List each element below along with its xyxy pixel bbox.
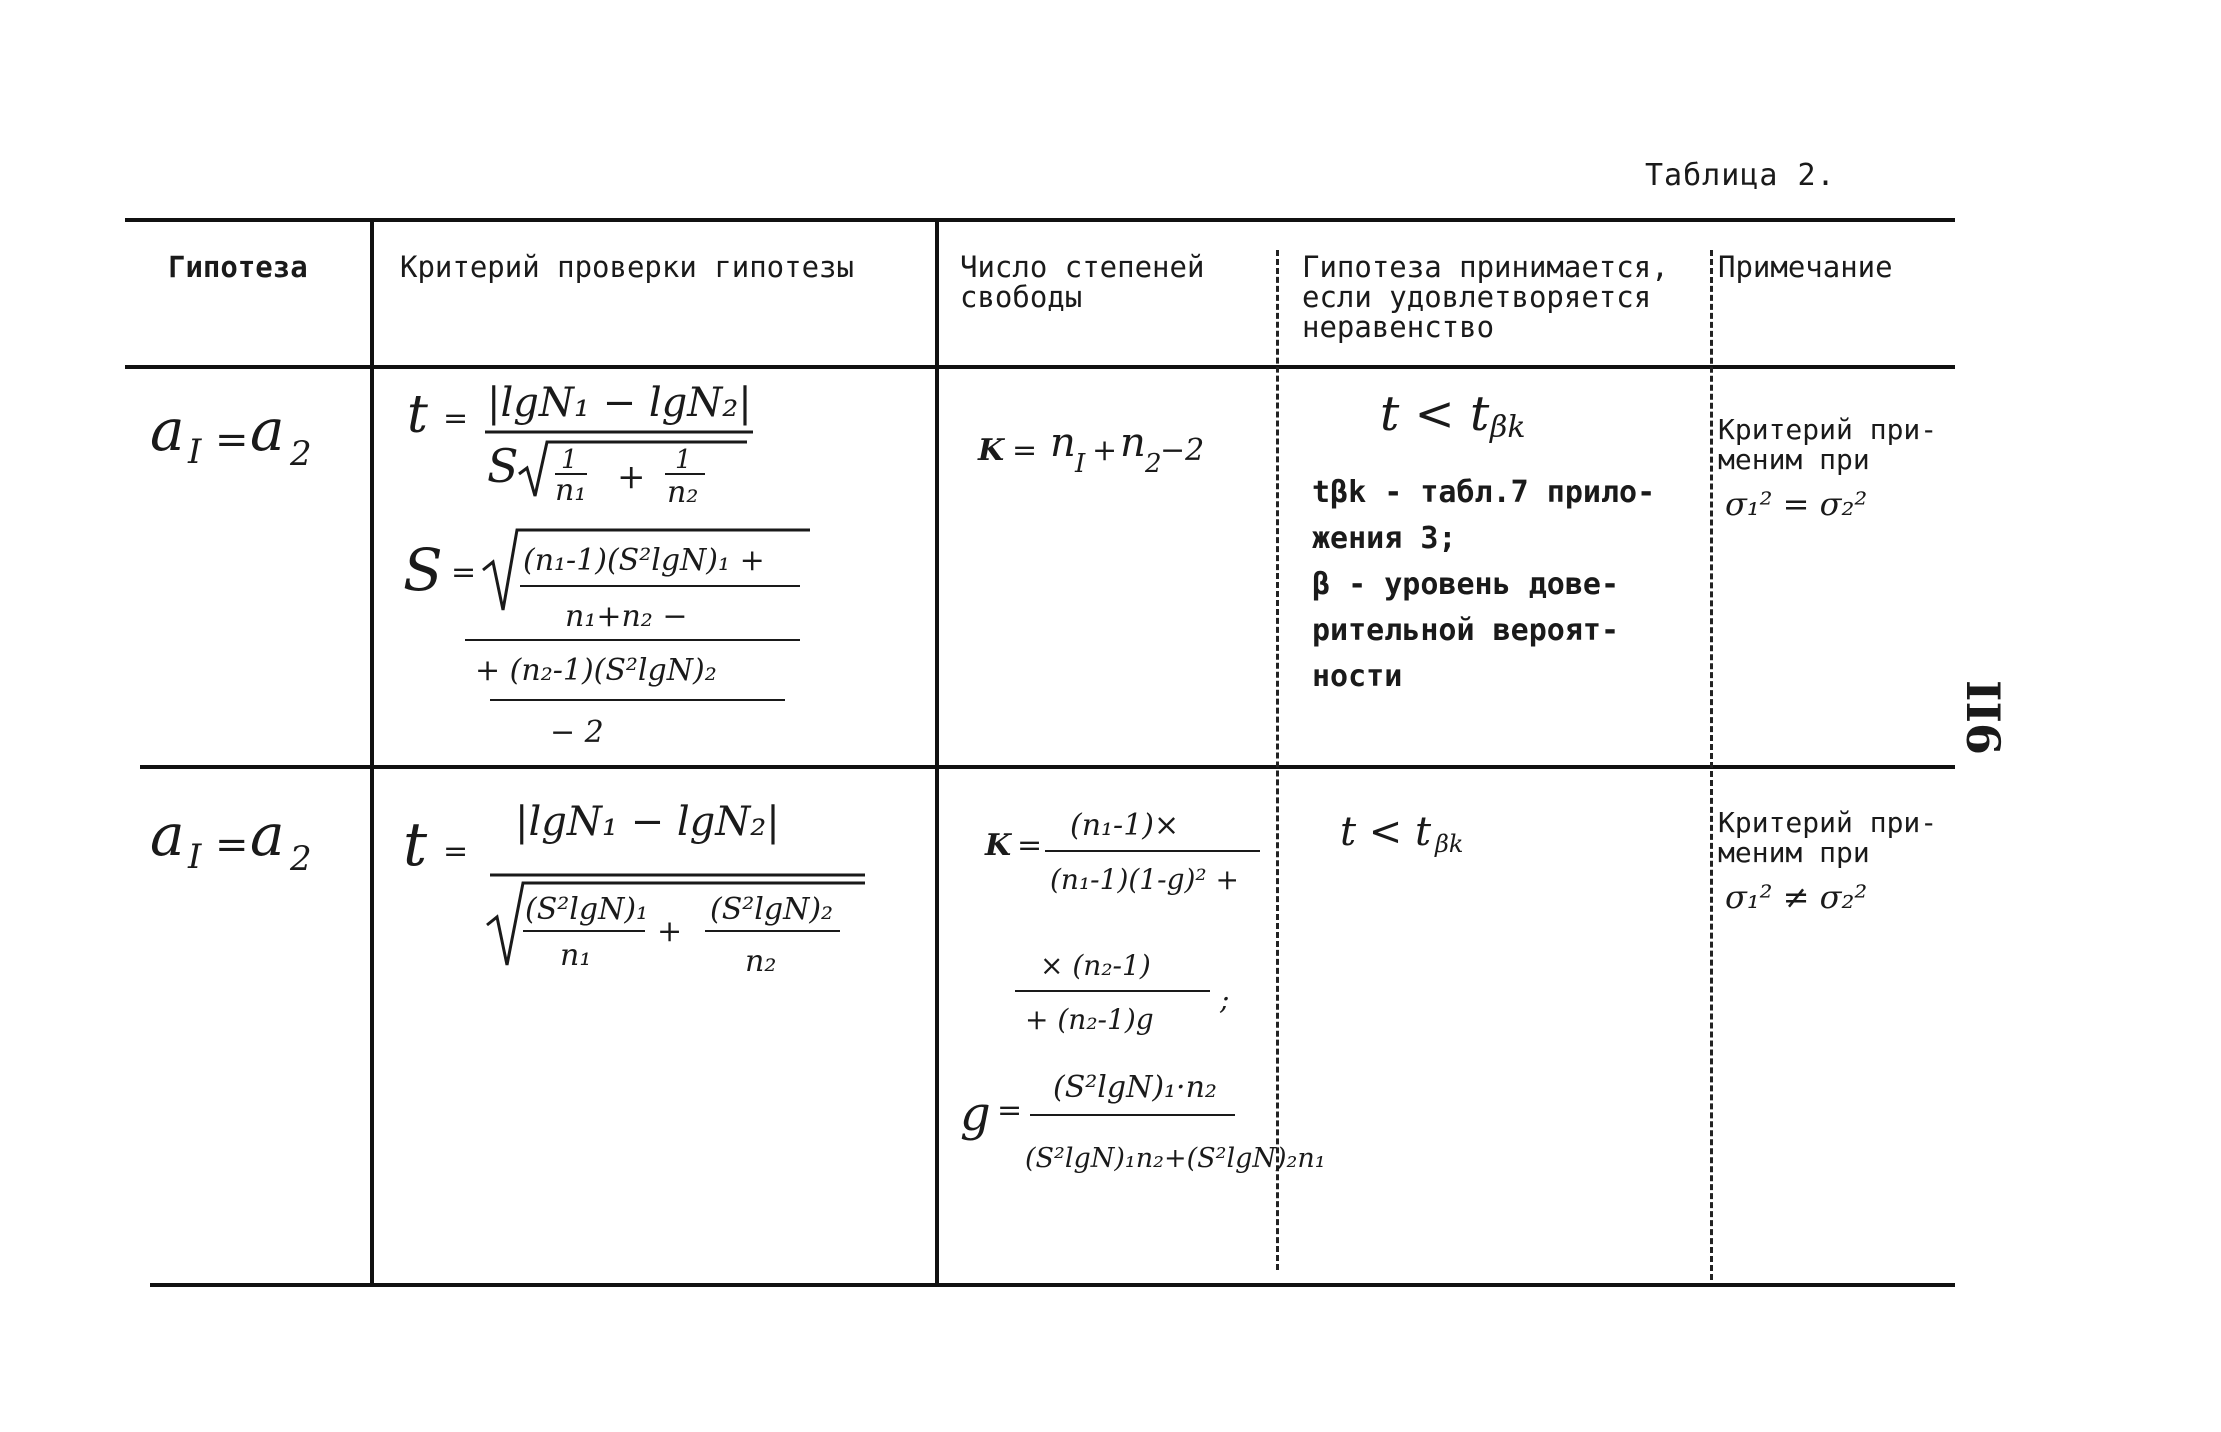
svg-text:I: I — [188, 837, 202, 877]
svg-text:a: a — [250, 801, 285, 869]
page-number: II6 — [1956, 680, 2010, 756]
row1-note-formula: σ₁² = σ₂² — [1725, 485, 1868, 523]
svg-text:+ (n₂-1)g: + (n₂-1)g — [1025, 1003, 1154, 1036]
svg-text:=: = — [1017, 828, 1043, 863]
row1-note: Критерий при- меним при — [1718, 413, 1938, 476]
svg-text:=: = — [451, 555, 477, 590]
svg-text:a: a — [150, 396, 185, 464]
svg-text:2: 2 — [1145, 449, 1162, 479]
svg-text:(S²lgN)₁n₂+(S²lgN)₂n₁: (S²lgN)₁n₂+(S²lgN)₂n₁ — [1025, 1143, 1326, 1174]
svg-text:(S²lgN)₁·n₂: (S²lgN)₁·n₂ — [1053, 1070, 1217, 1105]
svg-text:S: S — [403, 536, 443, 604]
header-accept: Гипотеза принимается, если удовлетворяется неравенство — [1302, 250, 1669, 344]
svg-text:t < t: t < t — [1380, 386, 1490, 442]
svg-text:=: = — [215, 822, 249, 868]
svg-text:+ (n₂-1)(S²lgN)₂: + (n₂-1)(S²lgN)₂ — [475, 653, 717, 688]
svg-text:2: 2 — [290, 839, 312, 879]
table-bottom-rule — [150, 1283, 1955, 1287]
header-criterion: Критерий проверки гипотезы — [400, 250, 854, 284]
svg-text:S: S — [487, 439, 519, 493]
svg-text:+: + — [617, 457, 646, 497]
svg-text:(n₁-1)(S²lgN)₁ +: (n₁-1)(S²lgN)₁ + — [523, 543, 765, 578]
svg-text:t: t — [407, 385, 428, 445]
svg-text:1: 1 — [675, 445, 692, 475]
svg-text:K: K — [985, 828, 1012, 863]
svg-text:=: = — [1012, 433, 1038, 468]
svg-text:a: a — [250, 396, 285, 464]
header-rule — [125, 365, 1955, 369]
svg-text:n₁+n₂ −: n₁+n₂ − — [565, 599, 688, 634]
svg-text:− 2: − 2 — [550, 715, 604, 750]
col-divider-4 — [1710, 250, 1713, 1280]
row1-hypothesis — [140, 395, 360, 485]
svg-text:=: = — [443, 834, 469, 869]
svg-text:(n₁-1)×: (n₁-1)× — [1070, 808, 1180, 843]
header-dof: Число степеней свободы — [960, 250, 1205, 314]
col-divider-1 — [370, 220, 374, 1286]
svg-text:;: ; — [1220, 983, 1230, 1016]
row1-dof-formula — [960, 410, 1270, 500]
svg-text:I: I — [188, 432, 202, 472]
row2-note-formula: σ₁² ≠ σ₂² — [1725, 878, 1868, 916]
row2-dof-formula — [945, 795, 1326, 1235]
table-top-rule — [125, 218, 1955, 222]
svg-text:βk: βk — [1435, 830, 1464, 858]
svg-text:a: a — [150, 801, 185, 869]
row1-inequality-note: tβk - табл.7 прило- жения 3; β - уровень дове- рительной вероят- ности — [1312, 475, 1656, 694]
table-caption: Таблица 2. — [1645, 158, 1836, 193]
svg-text:n₁: n₁ — [555, 473, 587, 508]
row-divider — [140, 765, 1955, 769]
svg-text:|lgN₁ − lgN₂|: |lgN₁ − lgN₂| — [515, 799, 780, 845]
svg-text:1: 1 — [561, 445, 578, 475]
svg-text:t < t: t < t — [1340, 809, 1432, 855]
svg-text:βk: βk — [1490, 410, 1526, 445]
row1-inequality — [1370, 375, 1570, 445]
svg-text:2: 2 — [290, 434, 312, 474]
svg-text:n₂: n₂ — [745, 944, 777, 979]
svg-text:t: t — [403, 810, 428, 880]
svg-text:+: + — [657, 914, 683, 949]
svg-text:K: K — [978, 433, 1005, 468]
row2-criterion-formula — [395, 785, 915, 1005]
svg-text:=: = — [215, 417, 249, 463]
svg-text:(S²lgN)₂: (S²lgN)₂ — [710, 892, 834, 927]
svg-text:× (n₂-1): × (n₂-1) — [1040, 949, 1151, 982]
row2-hypothesis — [140, 800, 360, 890]
svg-text:=: = — [997, 1093, 1023, 1128]
svg-text:|lgN₁ − lgN₂|: |lgN₁ − lgN₂| — [487, 380, 752, 426]
col-divider-2 — [935, 220, 939, 1286]
svg-text:I: I — [1075, 449, 1086, 479]
svg-text:n: n — [1120, 420, 1146, 466]
row2-note: Критерий при- меним при — [1718, 806, 1938, 869]
svg-text:n: n — [1050, 420, 1076, 466]
row1-criterion-formula — [395, 370, 915, 760]
header-note: Примечание — [1718, 250, 1893, 284]
row2-inequality — [1330, 800, 1530, 870]
svg-text:n₂: n₂ — [667, 475, 699, 510]
svg-text:n₁: n₁ — [560, 938, 592, 973]
svg-text:(S²lgN)₁: (S²lgN)₁ — [525, 892, 649, 927]
svg-text:−2: −2 — [1160, 433, 1205, 468]
svg-text:+: + — [1092, 433, 1118, 468]
header-hypothesis: Гипотеза — [168, 250, 308, 284]
svg-text:=: = — [443, 401, 469, 436]
svg-text:(n₁-1)(1-g)² +: (n₁-1)(1-g)² + — [1050, 863, 1240, 896]
svg-text:g: g — [960, 1086, 991, 1142]
